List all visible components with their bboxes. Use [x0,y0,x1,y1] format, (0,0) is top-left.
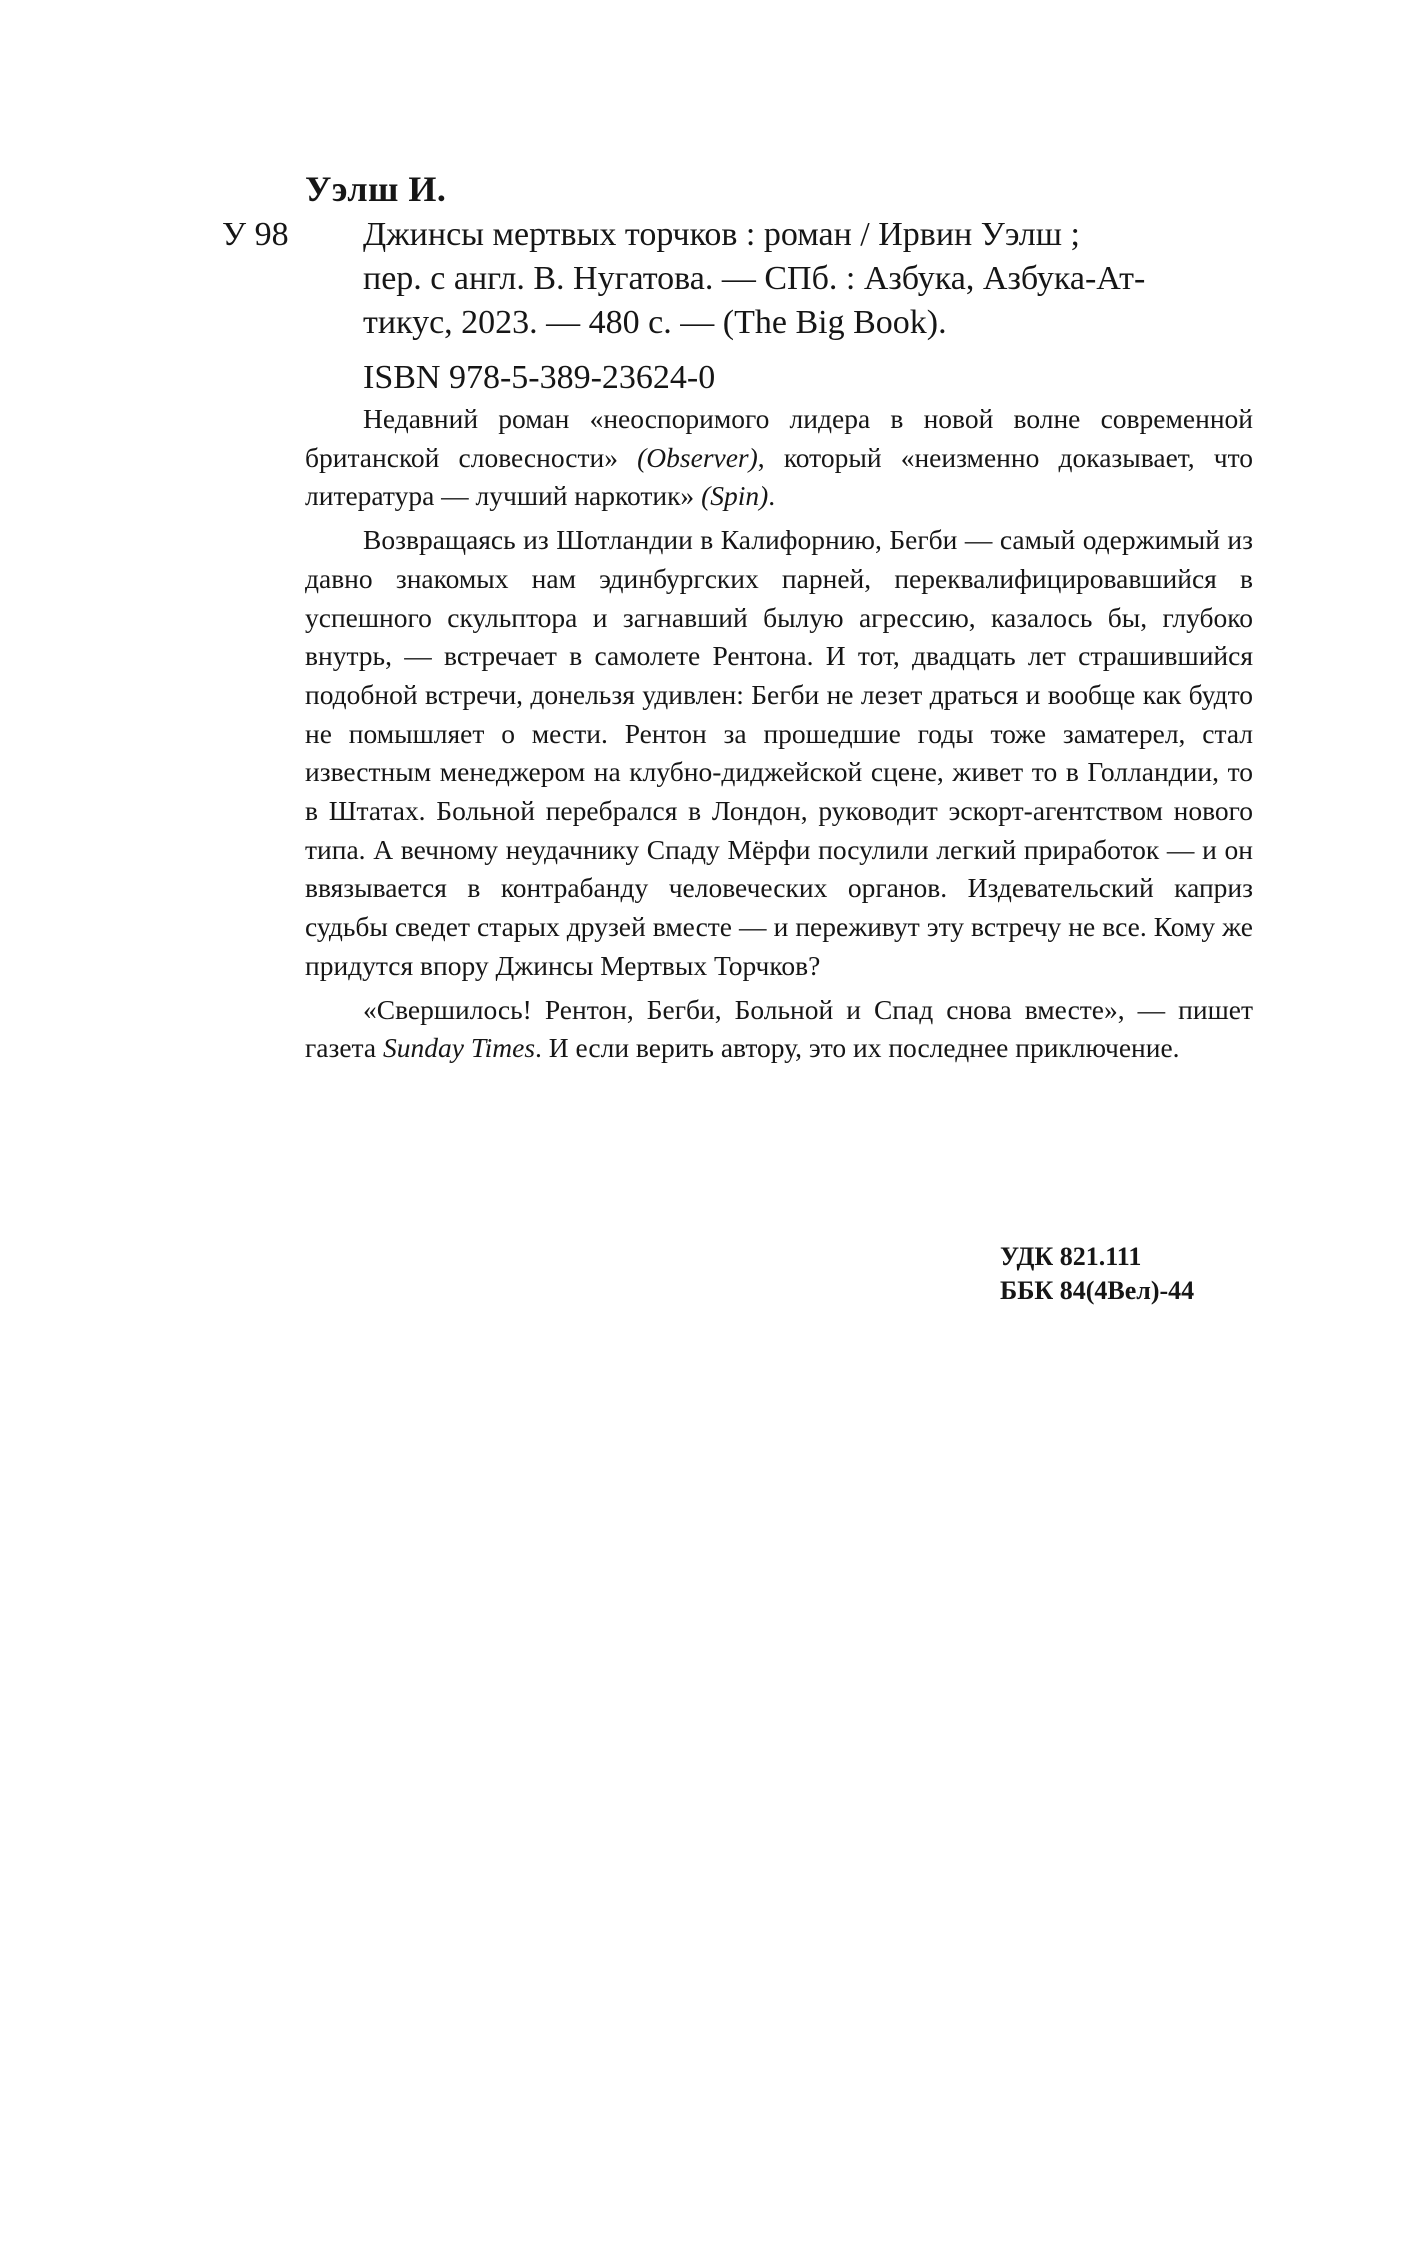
annotation-p1-text-a: Недавний роман «неоспоримого лидера в новой волне современной британской словесности» [305,403,1253,473]
bibliographic-description [363,213,1253,345]
classification-codes [1000,1240,1194,1308]
annotation-p3-text-a: «Свершилось! Рентон, Бегби, Больной и Спад снова вместе», — пишет газета [305,993,1253,1064]
source-observer: (Observer) [637,441,758,473]
annotation-p1-text-c: . [768,480,776,512]
isbn: ISBN 978-5-389-23624-0 [363,359,716,396]
bbk-code: ББК 84(4Вел)-44 [1000,1276,1195,1305]
udk-code: УДК 821.111 [1000,1242,1142,1271]
annotation [305,400,1253,1073]
bib-line-publication: тикус, 2023. — 480 с. — (The Big Book). [363,304,947,341]
bib-line-title: Джинсы мертвых торчков : роман / Ирвин Уэлш ; [363,216,1080,253]
annotation-p3-text-b: . И если верить автору, это их последнее приключение. [535,1032,1180,1064]
annotation-paragraph-1 [305,400,1253,516]
bib-line-translator: пер. с англ. В. Нугатова. — СПб. : Азбука, Азбука-Ат- [363,260,1146,297]
source-spin: (Spin) [701,480,769,512]
annotation-paragraph-3 [305,991,1253,1068]
library-code: У 98 [222,216,289,253]
source-sunday-times: Sunday Times [383,1032,536,1064]
annotation-paragraph-2: Возвращаясь из Шотландии в Калифорнию, Бегби — самый одержимый из давно знакомых нам эдинбургских парней, переквалифицировавшийся в успешного скульптора и загнавший былую агрессию, казалось бы, глубоко внутрь, — встречает в самолете Рентона. И тот, двадцать лет страшившийся подобной встречи, донельзя удивлен: Бегби не лезет драться и вообще как будто не помышляет о мести. Рентон за прошедшие годы тоже заматерел, стал известным менеджером на клубно-диджейской сцене, живет то в Голландии, то в Штатах. Больной перебрался в Лондон, руководит эскорт-агентством нового типа. А вечному неудачнику Спаду Мёрфи посулили легкий приработок — и он ввязывается в контрабанду человеческих органов. Издевательский каприз судьбы сведет старых друзей вместе — и переживут эту встречу не все. Кому же придутся впору Джинсы Мертвых Торчков? [305,524,1253,981]
annotation-p1-text-b: , который «неизменно доказывает, что литература — лучший наркотик» [305,441,1253,512]
author-heading: Уэлш И. [305,169,447,209]
